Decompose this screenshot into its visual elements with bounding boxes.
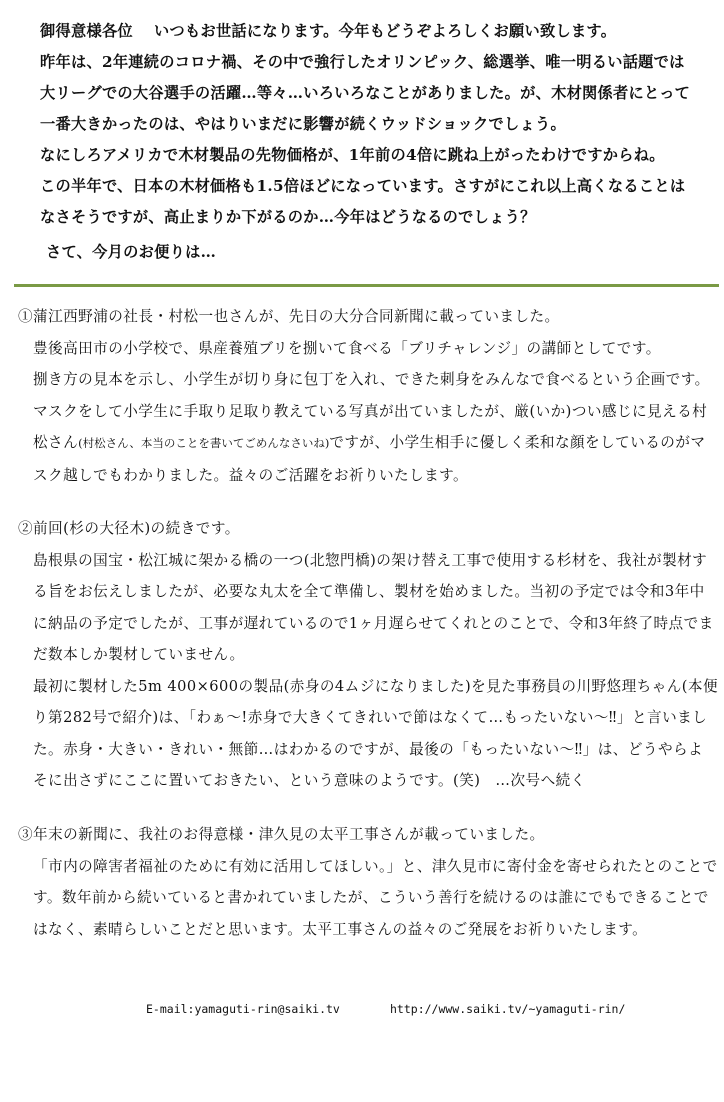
news-item-paragraph: 最初に製材した5m 400×600の製品(赤身の4ムジになりました)を見た事務員の川野悠理ちゃん(本便り第282号で紹介)は、「わぁ～!赤身で大きくてきれいで節はなくて…もったいない～‼」と言いました。赤身・大きい・きれい・無節…はわかるのですが、最後の「もったいない～‼」は、どうやらよそに出さずにここに置いておきたい、という意味のようです。(笑) …次号へ続く [33, 677, 718, 789]
news-item-heading: ①蒲江西野浦の社長・村松一也さんが、先日の大分合同新聞に載っていました。 [18, 308, 560, 325]
aside-note: (村松さん、本当のことを書いてごめんなさいね) [78, 436, 330, 450]
intro-line: 昨年は、2年連続のコロナ禍、その中で強行したオリンピック、総選挙、唯一明るい話題では [40, 53, 685, 71]
news-item-heading: ③年末の新聞に、我社のお得意様・津久見の太平工事さんが載っていました。 [18, 826, 545, 843]
news-item-paragraph: 豊後高田市の小学校で、県産養殖ブリを捌いて食べる「ブリチャレンジ」の講師としてです。 [33, 339, 661, 357]
section-divider [14, 284, 719, 287]
news-item-paragraph: 島根県の国宝・松江城に架かる橋の一つ(北惣門橋)の架け替え工事で使用する杉材を、我社が製材する旨をお伝えしましたが、必要な丸太を全て準備し、製材を始めました。当初の予定では令和3年中に納品の予定でしたが、工事が遅れているので1ヶ月遅らせてくれとのことで、令和3年終了時点でまだ数本しか製材していません。 [33, 551, 714, 663]
intro-line: なにしろアメリカで木材製品の先物価格が、1年前の4倍に跳ね上がったわけですからね。 [40, 146, 665, 164]
intro-line: なさそうですが、高止まりか下がるのか…今年はどうなるのでしょう？ [40, 208, 536, 226]
intro-line: 大リーグでの大谷選手の活躍…等々…いろいろなことがありました。が、木材関係者にとって [40, 84, 691, 102]
website-link[interactable]: http://www.saiki.tv/~yamaguti-rin/ [390, 1002, 626, 1016]
email-link[interactable]: E-mail:yamaguti-rin@saiki.tv [146, 1002, 340, 1016]
paragraph-text: ですが、小学生相手に優しく柔和な顔をしているのがマスク越しでもわかりました。益々のご活躍をお祈りいたします。 [33, 434, 706, 484]
news-item-paragraph [18, 364, 718, 491]
greeting-block [40, 16, 720, 268]
intro-closing-line: さて、今月のお便りは… [46, 243, 217, 261]
news-item-paragraph: 「市内の障害者福祉のために有効に活用してほしい。」と、津久見市に寄付金を寄せられたとのことです。数年前から続いていると書かれていましたが、こういう善行を続けるのは誰にでもできることではなく、素晴らしいことだと思います。太平工事さんの益々のご発展をお祈りいたします。 [33, 857, 718, 938]
news-item-2 [18, 513, 718, 797]
news-item-1 [18, 301, 718, 491]
greeting-line: 御得意様各位 いつもお世話になります。今年もどうぞよろしくお願い致します。 [40, 22, 617, 40]
news-item-3 [18, 819, 718, 945]
intro-line: この半年で、日本の木材価格も1.5倍ほどになっています。さすがにこれ以上高くなることは [40, 177, 686, 195]
intro-line: 一番大きかったのは、やはりいまだに影響が続くウッドショックでしょう。 [40, 115, 566, 133]
paragraph-text: 捌き方の見本を示し、小学生が切り身に包丁を入れ、できた刺身をみんなで食べるという企画です。マスクをして小学生に手取り足取り教えている写真が出ていましたが、厳(いか)つい感じに見える村松さん [33, 371, 710, 451]
news-item-heading: ②前回(杉の大径木)の続きです。 [18, 520, 240, 537]
